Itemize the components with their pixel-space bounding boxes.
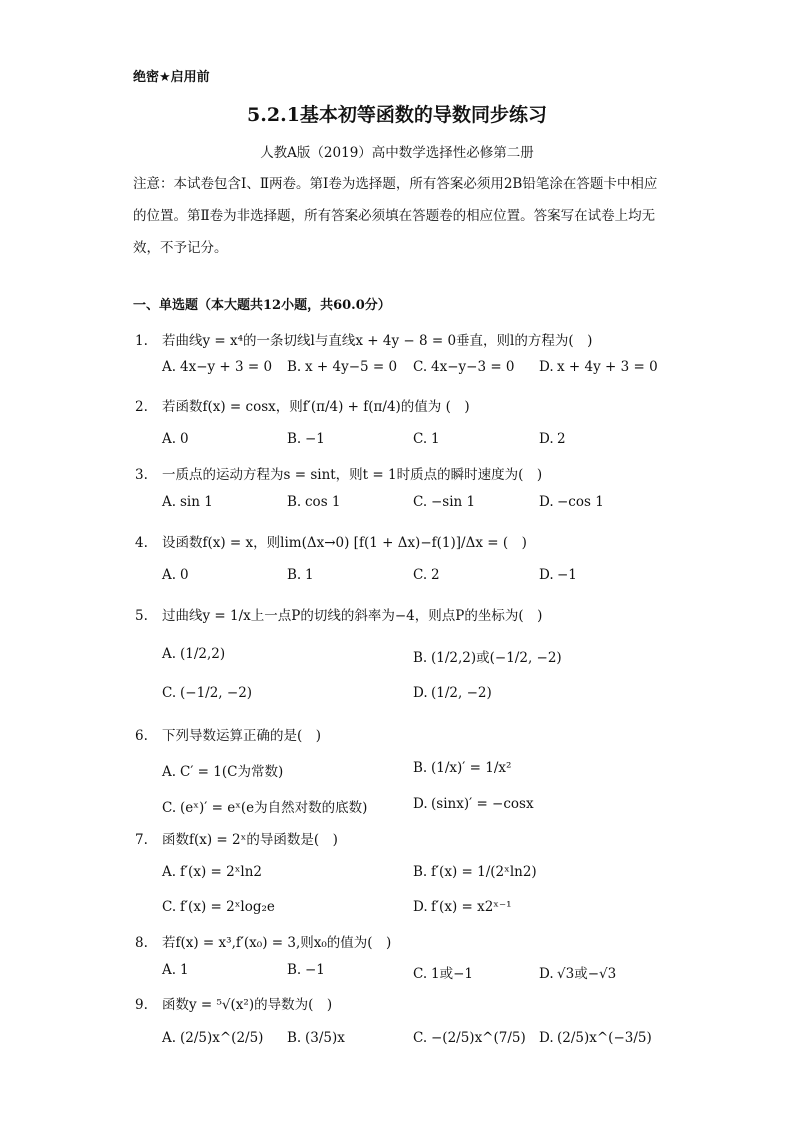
q7-option-a[interactable] [162,864,262,880]
option-label: B. [287,494,302,510]
q9-option-b[interactable] [287,1030,345,1046]
exam-note: 注意：本试卷包含Ⅰ、Ⅱ两卷。第Ⅰ卷为选择题，所有答案必须用2B铅笔涂在答题卡中相应的位置。第Ⅱ卷为非选择题，所有答案必须填在答题卷的相应位置。答案写在试卷上均无效，不予记分。 [133,176,658,256]
q1-option-a[interactable] [162,359,272,375]
question-stem: 一质点的运动方程为s = sint，则t = 1时质点的瞬时速度为( ) [162,467,543,483]
q6-option-d[interactable] [413,796,534,812]
option-label: C. [413,494,428,510]
q8-option-c[interactable] [413,962,473,982]
question-stem: 若曲线y = x⁴的一条切线l与直线x + 4y − 8 = 0垂直，则l的方程为( ) [162,333,593,349]
q7-option-d[interactable] [413,899,512,915]
question-9 [135,993,332,1013]
q9-option-a[interactable] [162,1030,263,1046]
question-stem: 下列导数运算正确的是( ) [162,728,322,744]
question-4 [135,531,527,551]
question-number: 9. [135,997,148,1013]
option-label: C. [162,899,177,915]
option-label: A. [162,431,177,447]
option-text: −1 [557,567,577,583]
q1-option-b[interactable] [287,359,397,375]
question-number: 4. [135,535,148,551]
option-text: −1 [305,962,325,978]
q3-option-c[interactable] [413,494,475,510]
q7-option-b[interactable] [413,864,537,880]
page-title: 5.2.1基本初等函数的导数同步练习 [247,104,547,126]
secret-label: 绝密★启用前 [133,70,210,85]
question-1 [135,329,592,349]
option-text: 1 [305,567,314,583]
q6-option-c[interactable] [162,796,367,816]
q6-option-b[interactable] [413,760,511,776]
q8-option-a[interactable] [162,962,189,978]
option-label: A. [162,646,177,662]
option-label: A. [162,494,177,510]
question-8 [135,931,391,951]
option-text: (1/2,2)或(−1/2, −2) [431,650,562,666]
question-5 [135,604,542,624]
option-text: 2 [557,431,566,447]
option-text: −(2/5)x^(7/5) [431,1030,526,1046]
option-label: D. [539,567,554,583]
q8-option-d[interactable] [539,962,616,982]
q2-option-d[interactable] [539,431,566,447]
question-number: 3. [135,467,148,483]
page-subtitle: 人教A版（2019）高中数学选择性必修第二册 [260,145,534,161]
option-label: C. [162,800,177,816]
option-text: 0 [180,567,189,583]
q5-option-d[interactable] [413,685,492,701]
question-stem: 函数y = ⁵√(x²)的导数为( ) [162,997,333,1013]
option-text: f′(x) = x2ˣ⁻¹ [431,899,512,915]
option-label: B. [287,962,302,978]
option-text: −sin 1 [431,494,476,510]
q7-option-c[interactable] [162,899,275,915]
option-label: C. [413,1030,428,1046]
option-label: D. [539,966,554,982]
q3-option-d[interactable] [539,494,604,510]
option-text: cos 1 [305,494,341,510]
q2-option-b[interactable] [287,431,325,447]
option-label: B. [287,359,302,375]
option-label: B. [413,864,428,880]
option-text: sin 1 [180,494,213,510]
q5-option-c[interactable] [162,685,252,701]
q4-option-c[interactable] [413,567,440,583]
q2-option-a[interactable] [162,431,189,447]
option-text: (2/5)x^(2/5) [180,1030,264,1046]
q5-option-a[interactable] [162,646,225,662]
option-text: f′(x) = 2ˣln2 [180,864,263,880]
q3-option-a[interactable] [162,494,213,510]
option-text: f′(x) = 1/(2ˣln2) [431,864,537,880]
q4-option-d[interactable] [539,567,577,583]
question-stem: 若函数f(x) = cosx，则f′(π/4) + f(π/4)的值为 ( ) [162,399,470,415]
question-7 [135,828,338,848]
question-number: 7. [135,832,148,848]
option-text: 0 [180,431,189,447]
option-text: √3或−√3 [557,966,617,982]
option-label: D. [539,431,554,447]
option-label: B. [287,1030,302,1046]
option-label: C. [162,685,177,701]
option-label: A. [162,962,177,978]
option-text: 1 [431,431,440,447]
option-text: 4x−y−3 = 0 [431,359,515,375]
option-text: (1/x)′ = 1/x² [431,760,512,776]
option-label: D. [539,494,554,510]
question-3 [135,463,542,483]
option-label: C. [413,431,428,447]
section-title: 一、单选题（本大题共12小题，共60.0分） [133,298,391,313]
q5-option-b[interactable] [413,646,562,666]
option-text: (sinx)′ = −cosx [431,796,534,812]
option-label: A. [162,864,177,880]
question-number: 1. [135,333,148,349]
option-label: A. [162,764,177,780]
option-text: f′(x) = 2ˣlog₂e [180,899,275,915]
q3-option-b[interactable] [287,494,341,510]
option-text: (3/5)x [305,1030,345,1046]
q1-option-d[interactable] [539,359,658,375]
option-label: B. [413,760,428,776]
question-stem: 过曲线y = 1/x上一点P的切线的斜率为−4，则点P的坐标为( ) [162,608,543,624]
option-label: A. [162,567,177,583]
option-label: D. [413,685,428,701]
q8-option-b[interactable] [287,962,325,978]
question-stem: 函数f(x) = 2ˣ的导函数是( ) [162,832,338,848]
option-label: B. [287,431,302,447]
option-label: B. [287,567,302,583]
q9-option-c[interactable] [413,1030,526,1046]
option-label: D. [539,359,554,375]
option-text: (1/2,2) [180,646,226,662]
q4-option-a[interactable] [162,567,189,583]
option-text: −cos 1 [557,494,604,510]
question-number: 6. [135,728,148,744]
question-number: 8. [135,935,148,951]
option-text: x + 4y + 3 = 0 [557,359,658,375]
q6-option-a[interactable] [162,760,283,780]
option-text: −1 [305,431,325,447]
question-stem: 设函数f(x) = x，则lim(Δx→0) [f(1 + Δx)−f(1)]/Δx = ( ) [162,535,527,551]
option-text: x + 4y−5 = 0 [305,359,398,375]
option-text: (2/5)x^(−3/5) [557,1030,652,1046]
option-label: C. [413,567,428,583]
option-label: B. [413,650,428,666]
option-text: 4x−y + 3 = 0 [180,359,273,375]
option-label: A. [162,359,177,375]
option-text: (1/2, −2) [431,685,492,701]
option-label: D. [413,899,428,915]
option-text: 2 [431,567,440,583]
option-label: A. [162,1030,177,1046]
option-label: C. [413,359,428,375]
option-text: C′ = 1(C为常数) [180,764,284,780]
option-text: 1或−1 [431,966,473,982]
question-2 [135,395,470,415]
option-text: 1 [180,962,189,978]
q4-option-b[interactable] [287,567,314,583]
option-text: (−1/2, −2) [180,685,253,701]
option-label: C. [413,966,428,982]
question-number: 5. [135,608,148,624]
q2-option-c[interactable] [413,431,440,447]
question-stem: 若f(x) = x³,f′(x₀) = 3,则x₀的值为( ) [162,935,392,951]
question-6 [135,724,321,744]
option-label: D. [539,1030,554,1046]
question-number: 2. [135,399,148,415]
option-text: (eˣ)′ = eˣ(e为自然对数的底数) [180,800,368,816]
option-label: D. [413,796,428,812]
q1-option-c[interactable] [413,359,515,375]
q9-option-d[interactable] [539,1030,652,1046]
